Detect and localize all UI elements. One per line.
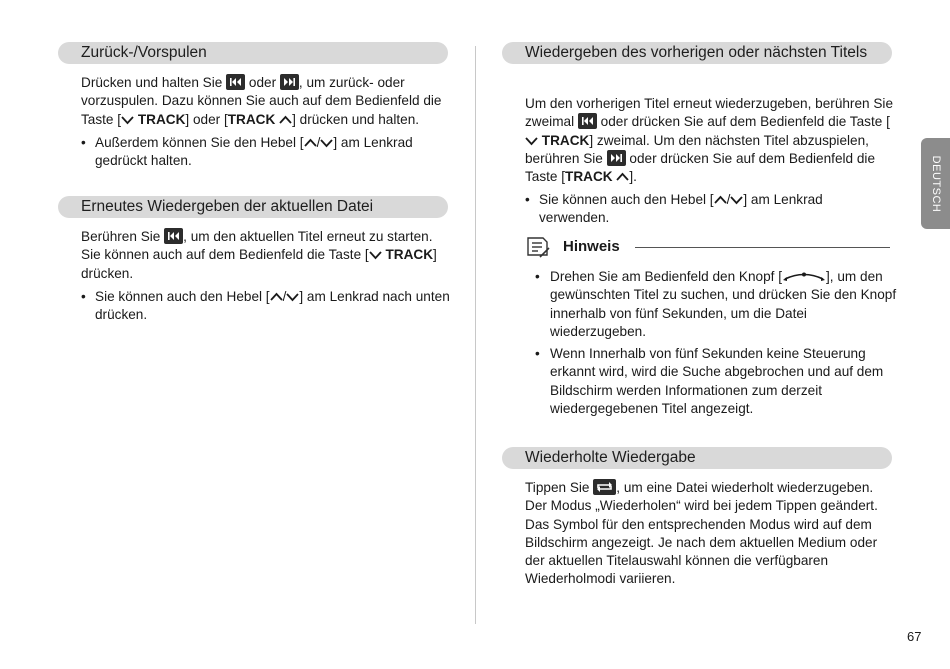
replay-current-bullets [81, 288, 451, 329]
note-divider [635, 247, 890, 248]
section-heading-replay-current: Erneutes Wiedergeben der aktuellen Datei [58, 196, 448, 218]
chevron-up-icon [304, 138, 317, 148]
section-heading-prev-next: Wiedergeben des vorherigen oder nächsten Titels [502, 42, 892, 64]
list-item: • Außerdem können Sie den Hebel [ / ] am Lenkrad gedrückt halten. [81, 134, 451, 171]
prev-next-bullets [525, 191, 895, 232]
skip-back-icon [578, 113, 597, 129]
chevron-up-icon [279, 115, 292, 125]
chevron-up-icon [616, 172, 629, 182]
list-item: • Wenn Innerhalb von fünf Sekunden keine Steuerung erkannt wird, wird die Suche abgebrochen und auf dem Bildschirm werden Informationen zum derzeit wiedergegebenen Titel angezeigt. [535, 345, 897, 418]
chevron-down-icon [121, 115, 134, 125]
skip-back-icon [164, 228, 183, 244]
list-item: • Sie können auch den Hebel [ / ] am Lenkrad nach unten drücken. [81, 288, 451, 325]
repeat-paragraph: Tippen Sie , um eine Datei wiederholt wiederzugeben. Der Modus „Wiederholen“ wird bei jedem Tippen geändert. Das Symbol für den entsprechenden Modus wird auf dem Bildschirm angezeigt. Je nach dem aktuellen Medium oder der aktuellen Titelauswahl können die verfügbaren Wiederholmodi variieren. [525, 480, 878, 587]
chevron-down-icon [320, 138, 333, 148]
section-heading-rewind-forward: Zurück-/Vorspulen [58, 42, 448, 64]
chevron-down-icon [525, 136, 538, 146]
prev-next-paragraph: Um den vorherigen Titel erneut wiederzugeben, berühren Sie zweimal oder drücken Sie auf dem Bedienfeld die Taste [ TRACK] zweimal. Um den nächsten Titel abzuspielen, berühren Sie oder drücken Sie auf dem Bedienfeld die Taste [TRACK ]. [525, 96, 894, 185]
knob-icon [782, 270, 826, 282]
rewind-forward-bullets [81, 134, 451, 175]
note-bullets [535, 268, 897, 422]
chevron-up-icon [714, 195, 727, 205]
section-heading-repeat: Wiederholte Wiedergabe [502, 447, 892, 469]
note-icon [525, 236, 551, 260]
chevron-up-icon [270, 292, 283, 302]
chevron-down-icon [369, 250, 382, 260]
note-header [525, 234, 895, 264]
skip-forward-icon [607, 150, 626, 166]
replay-current-paragraph: Berühren Sie , um den aktuellen Titel erneut zu starten. Sie können auch auf dem Bedienfeld die Taste [ TRACK] drücken. [81, 229, 437, 281]
repeat-icon [593, 479, 616, 495]
list-item: • Sie können auch den Hebel [ / ] am Lenkrad verwenden. [525, 191, 895, 228]
column-divider [475, 46, 476, 624]
language-tab: DEUTSCH [921, 138, 950, 229]
chevron-down-icon [286, 292, 299, 302]
page-number: 67 [907, 629, 922, 644]
skip-forward-icon [280, 74, 299, 90]
note-title: Hinweis [563, 238, 620, 255]
rewind-forward-paragraph: Drücken und halten Sie oder , um zurück- oder vorzuspulen. Dazu können Sie auch auf dem Bedienfeld die Taste [ TRACK] oder [TRACK ] drücken und halten. [81, 75, 442, 127]
list-item: • Drehen Sie am Bedienfeld den Knopf [ ], um den gewünschten Titel zu suchen, und drücken Sie den Knopf innerhalb von fünf Sekunden, um die Datei wiederzugeben. [535, 268, 897, 341]
chevron-down-icon [730, 195, 743, 205]
skip-back-icon [226, 74, 245, 90]
